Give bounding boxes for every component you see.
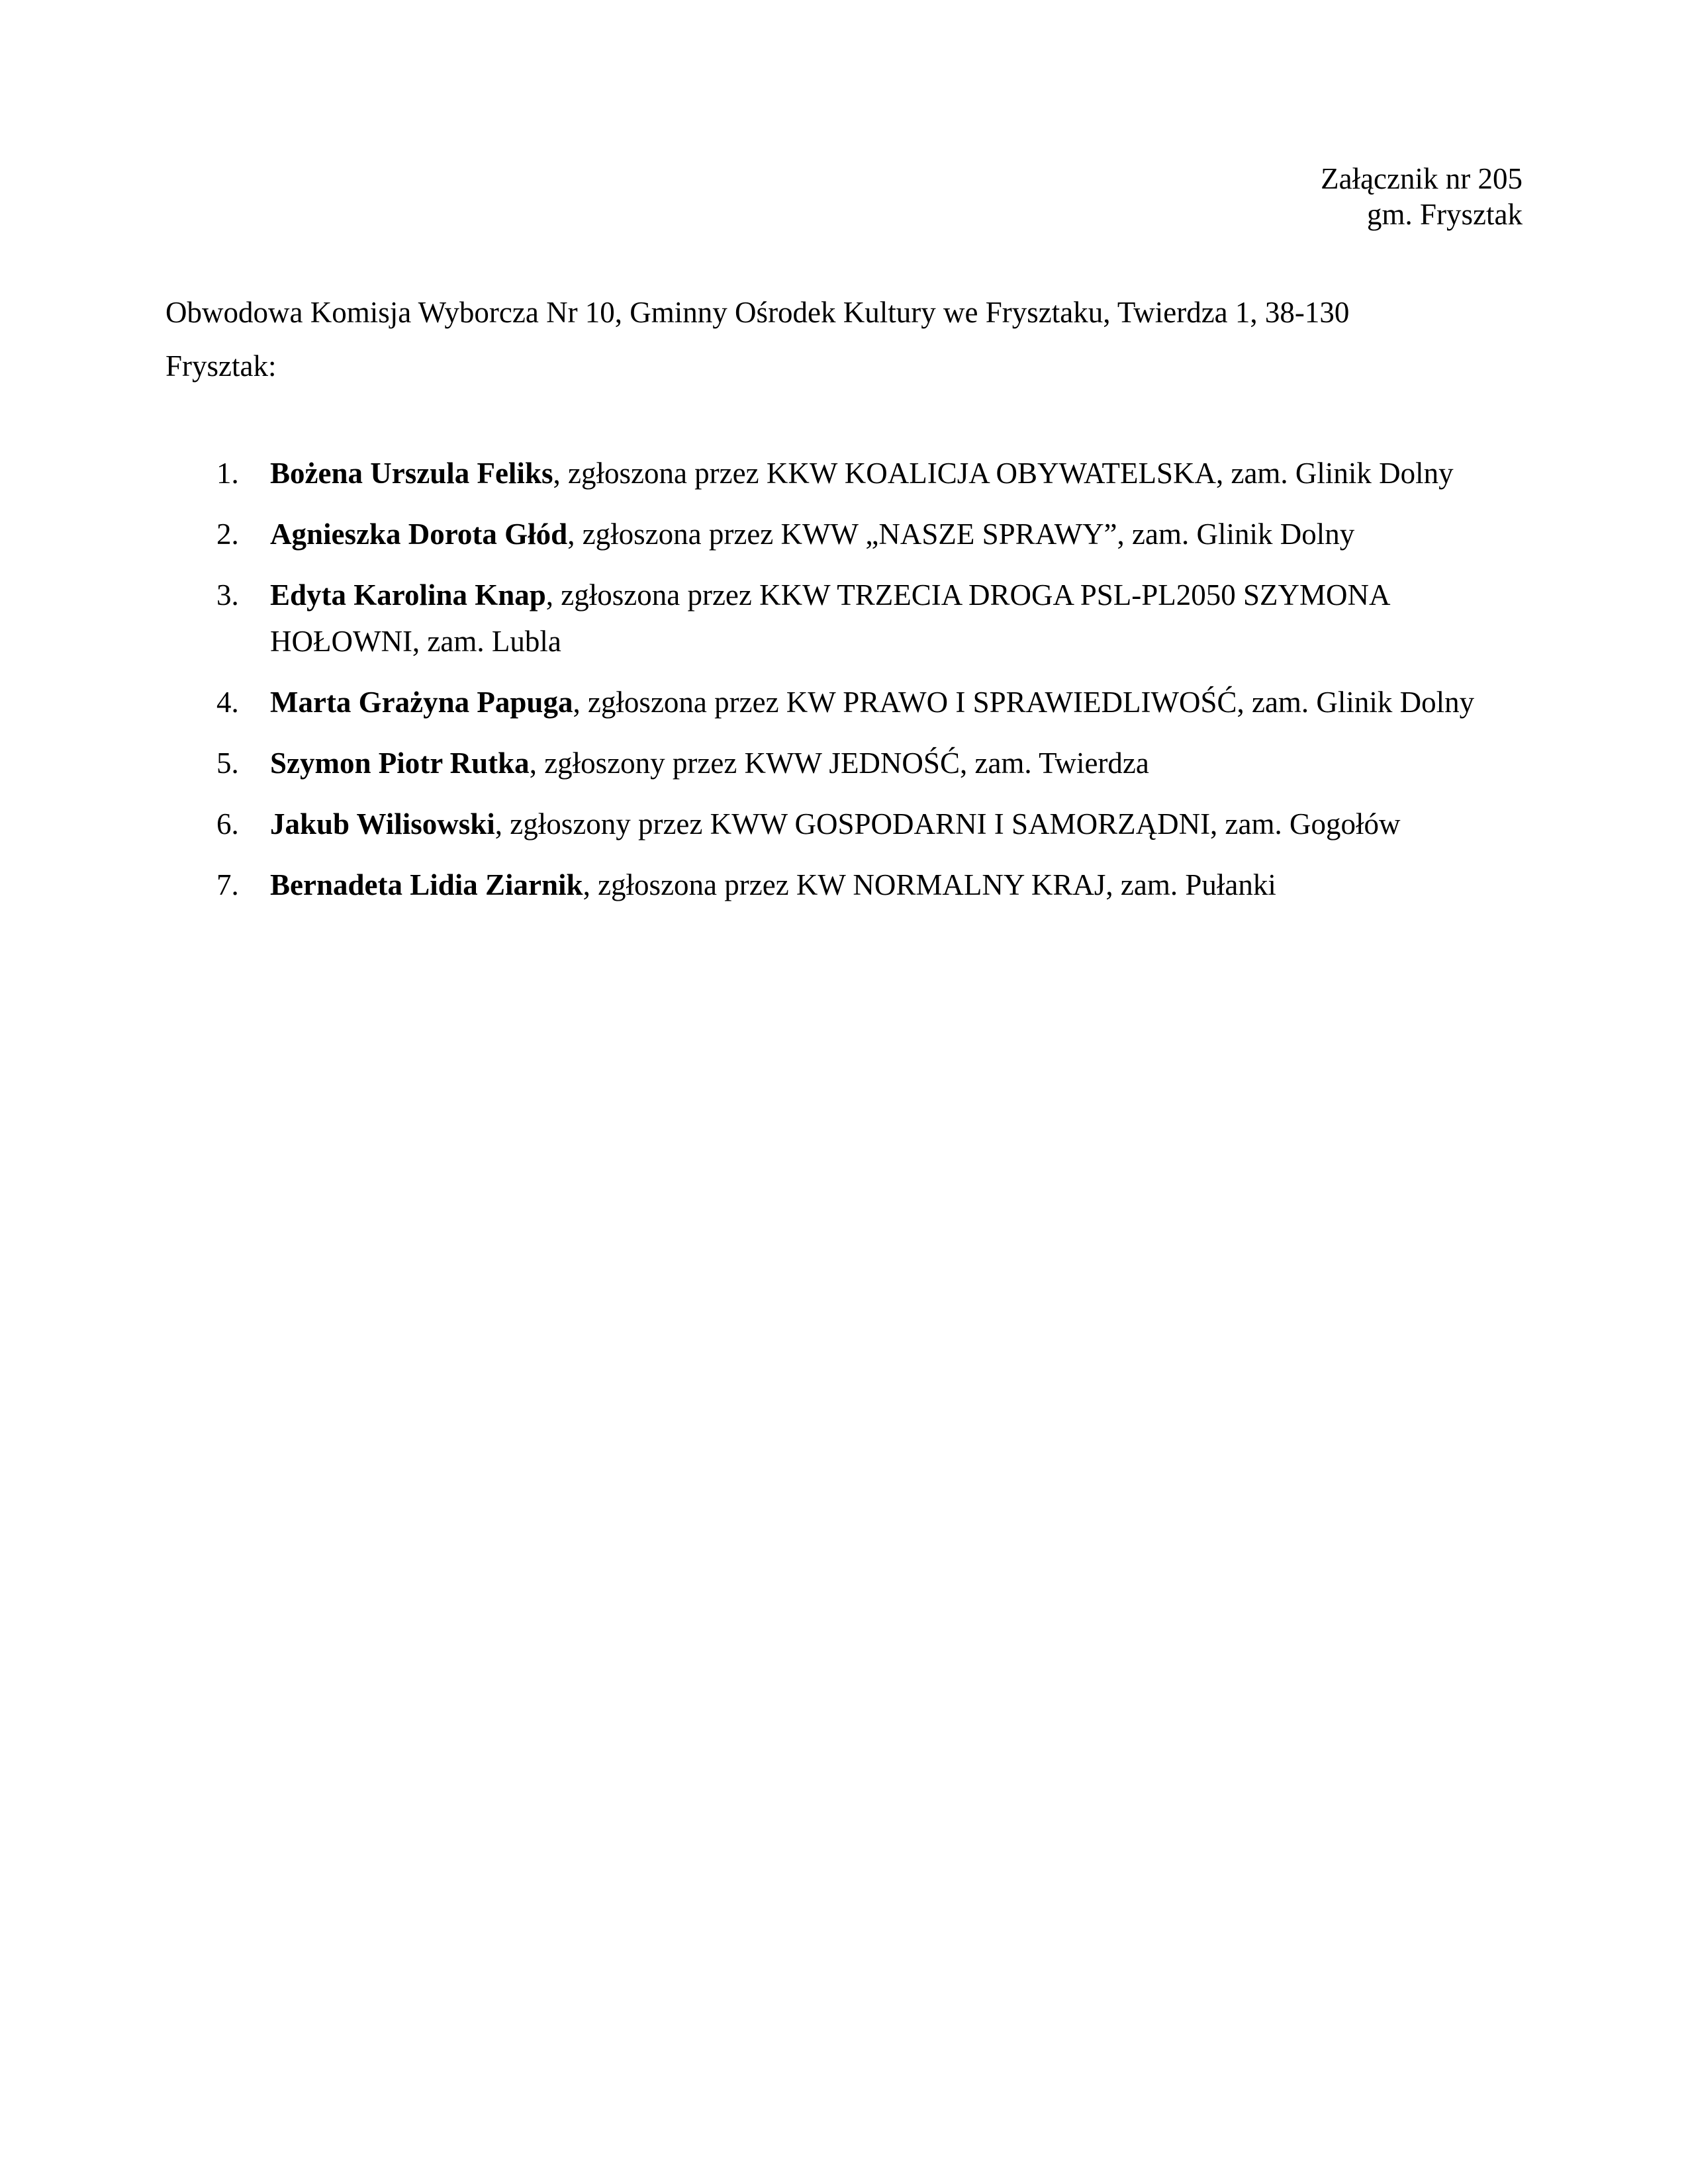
- item-number: 7.: [216, 868, 239, 901]
- list-item: [165, 572, 1489, 664]
- item-number: 5.: [216, 747, 239, 780]
- member-details: , zgłoszony przez KWW GOSPODARNI I SAMORZĄDNI, zam. Gogołów: [494, 807, 1401, 841]
- list-item: [165, 511, 1489, 557]
- member-name: Edyta Karolina Knap: [270, 578, 546, 612]
- member-details: , zgłoszona przez KKW TRZECIA DROGA PSL-PL2050 SZYMONA HOŁOWNI, zam. Lubla: [270, 578, 1389, 658]
- attachment-number: Załącznik nr 205: [1321, 162, 1523, 195]
- member-details: , zgłoszona przez KW NORMALNY KRAJ, zam. Pułanki: [583, 868, 1276, 901]
- item-number: 1.: [216, 457, 239, 490]
- list-item: [165, 862, 1489, 908]
- item-number: 3.: [216, 578, 239, 612]
- item-number: 4.: [216, 686, 239, 719]
- member-name: Jakub Wilisowski: [270, 807, 495, 841]
- member-name: Szymon Piotr Rutka: [270, 747, 530, 780]
- municipality-label: gm. Frysztak: [1367, 198, 1523, 231]
- member-details: , zgłoszona przez KW PRAWO I SPRAWIEDLIWOŚĆ, zam. Glinik Dolny: [573, 686, 1475, 719]
- item-number: 2.: [216, 518, 239, 551]
- member-details: , zgłoszony przez KWW JEDNOŚĆ, zam. Twierdza: [529, 747, 1149, 780]
- list-item: [165, 740, 1489, 786]
- member-name: Agnieszka Dorota Głód: [270, 518, 568, 551]
- member-name: Bożena Urszula Feliks: [270, 457, 553, 490]
- member-name: Marta Grażyna Papuga: [270, 686, 573, 719]
- member-list: [165, 450, 1489, 923]
- list-item: [165, 679, 1489, 725]
- member-name: Bernadeta Lidia Ziarnik: [270, 868, 583, 901]
- list-item: [165, 801, 1489, 847]
- member-details: , zgłoszona przez KKW KOALICJA OBYWATELSKA, zam. Glinik Dolny: [553, 457, 1454, 490]
- list-item: [165, 450, 1489, 496]
- attachment-header: [1321, 161, 1523, 232]
- member-details: , zgłoszona przez KWW „NASZE SPRAWY”, zam. Glinik Dolny: [567, 518, 1355, 551]
- item-number: 6.: [216, 807, 239, 841]
- commission-address: Obwodowa Komisja Wyborcza Nr 10, Gminny Ośrodek Kultury we Frysztaku, Twierdza 1, 38-130 Frysztak:: [165, 296, 1350, 383]
